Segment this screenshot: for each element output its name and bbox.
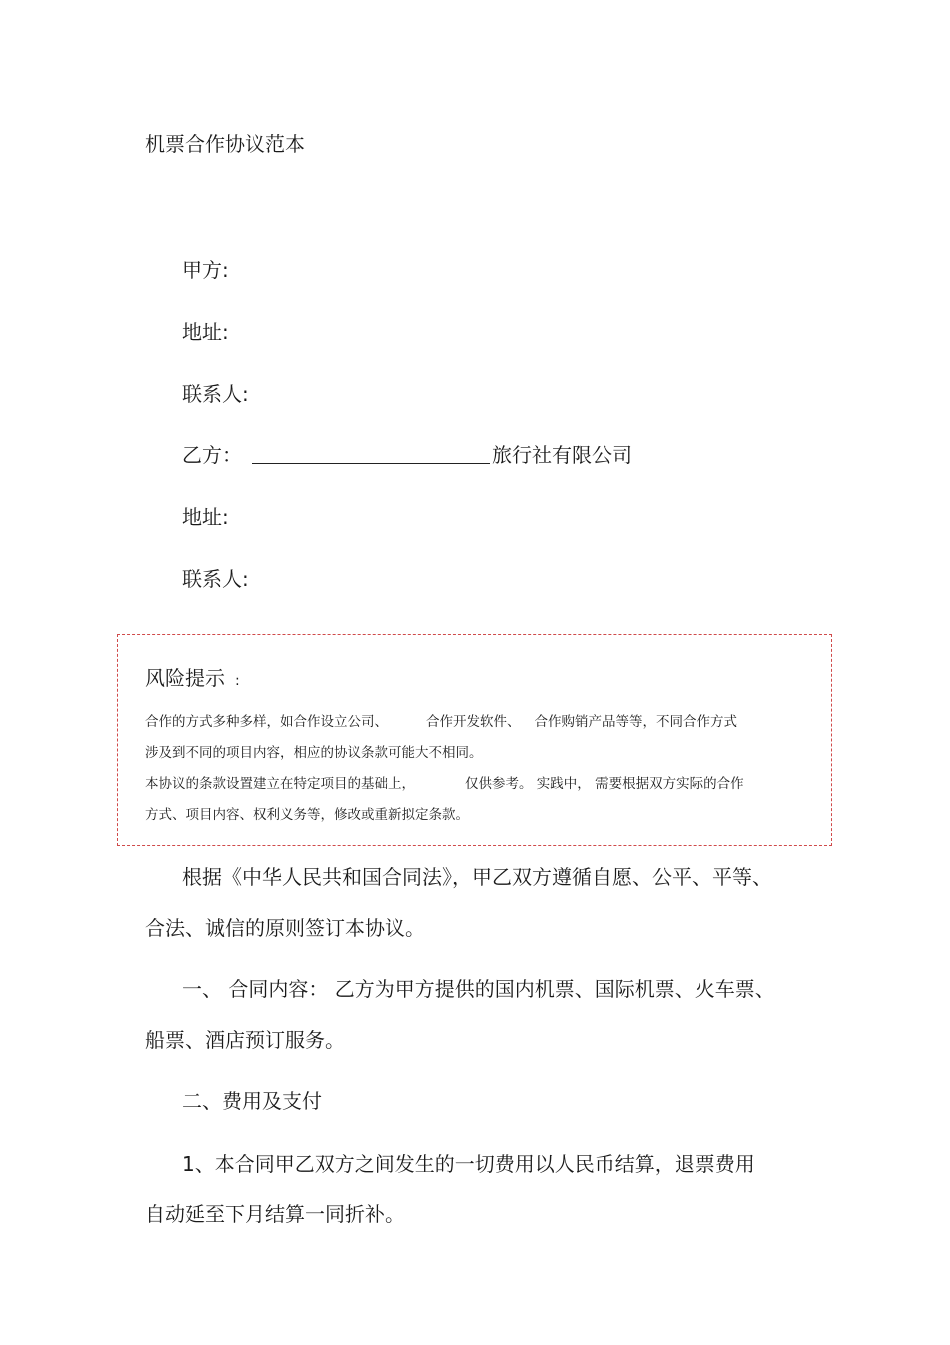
risk-notice-title-colon: : (235, 673, 240, 689)
party-b-label: 乙方： (182, 443, 242, 467)
risk-notice-title-text: 风险提示 (145, 666, 225, 690)
party-b-address-label: 地址: (182, 505, 229, 529)
section-2-item-1-line-2: 自动延至下月结算一同折补。 (145, 1202, 405, 1226)
party-b-contact-label: 联系人: (182, 567, 249, 591)
risk-notice-line-3 (145, 772, 744, 792)
section-1-line-2: 船票、酒店预订服务。 (145, 1028, 345, 1052)
document-title: 机票合作协议范本 (145, 132, 305, 156)
party-a-address-label: 地址: (182, 320, 229, 344)
party-a-label: 甲方: (182, 258, 229, 282)
section-2-item-1-line-1: 1、本合同甲乙双方之间发生的一切费用以人民币结算，退票费用 (182, 1152, 755, 1176)
risk-line-1-part-b: 合作开发软件、 (426, 714, 521, 730)
risk-notice-line-2: 涉及到不同的项目内容，相应的协议条款可能大不相同。 (145, 745, 483, 761)
risk-notice-line-1 (145, 710, 737, 730)
preamble-line-2: 合法、诚信的原则签订本协议。 (145, 916, 425, 940)
party-b-line (182, 439, 632, 468)
preamble-line-1: 根据《中华人民共和国合同法》，甲乙双方遵循自愿、公平、平等、 (182, 865, 772, 889)
risk-notice-title (145, 662, 240, 691)
risk-notice-line-4: 方式、项目内容、权利义务等，修改或重新拟定条款。 (145, 807, 469, 823)
section-2-title: 二、费用及支付 (182, 1089, 322, 1113)
party-a-contact-label: 联系人: (182, 382, 249, 406)
party-b-suffix: 旅行社有限公司 (492, 443, 632, 467)
risk-line-1-part-c: 合作购销产品等等，不同合作方式 (534, 714, 737, 730)
section-1-line-1: 一、 合同内容： 乙方为甲方提供的国内机票、国际机票、火车票、 (182, 977, 775, 1001)
risk-line-3-part-a: 本协议的条款设置建立在特定项目的基础上， (145, 776, 415, 792)
risk-line-1-part-a: 合作的方式多种多样，如合作设立公司、 (145, 714, 388, 730)
party-b-name-blank (252, 462, 490, 464)
risk-line-3-part-b: 仅供参考。 实践中， 需要根据双方实际的合作 (465, 776, 744, 792)
